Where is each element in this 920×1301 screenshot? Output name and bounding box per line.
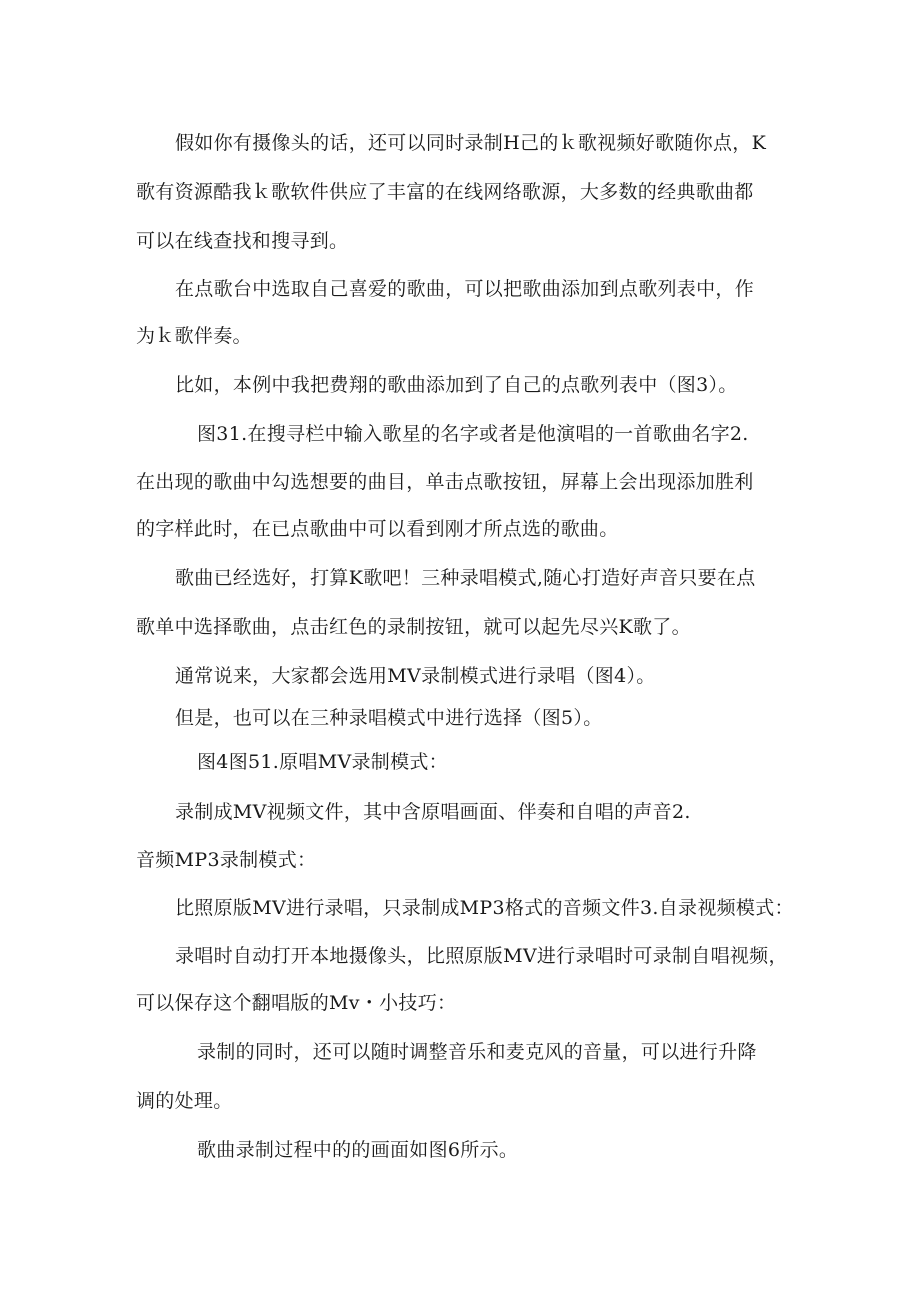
text-line: 录制成MV视频文件，其中含原唱画面、伴奏和自唱的声音2. <box>175 801 691 823</box>
text-line: 调的处理。 <box>136 1090 233 1112</box>
text-line: 歌有资源酷我ｋ歌软件供应了丰富的在线网络歌源，大多数的经典歌曲都 <box>136 181 754 203</box>
text-line: 比照原版MV进行录唱，只录制成MP3格式的音频文件3.自录视频模式： <box>175 897 794 919</box>
text-line: 图4图51.原唱MV录制模式： <box>197 751 448 773</box>
text-line: 可以在线查找和搜寻到。 <box>136 230 349 252</box>
text-line: 录唱时自动打开本地摄像头，比照原版MV进行录唱时可录制自唱视频， <box>175 945 788 967</box>
text-line: 的字样此时，在已点歌曲中可以看到刚才所点选的歌曲。 <box>136 518 619 540</box>
text-line: 可以保存这个翻唱版的Mv・小技巧： <box>136 992 457 1014</box>
text-line: 但是，也可以在三种录唱模式中进行选择（图5）。 <box>175 707 603 729</box>
text-line: 音频MP3录制模式： <box>136 849 317 871</box>
text-line: 通常说来，大家都会选用MV录制模式进行录唱（图4）。 <box>175 665 656 687</box>
text-line: 在出现的歌曲中勾选想要的曲目，单击点歌按钮，屏幕上会出现添加胜利 <box>136 471 754 493</box>
text-line: 歌曲已经选好，打算K歌吧！三种录唱模式,随心打造好声音只要在点 <box>175 567 756 589</box>
text-line: 比如，本例中我把费翔的歌曲添加到了自己的点歌列表中（图3）。 <box>175 374 738 396</box>
text-line: 录制的同时，还可以随时调整音乐和麦克风的音量，可以进行升降 <box>197 1041 757 1063</box>
text-line: 为ｋ歌伴奏。 <box>136 325 252 347</box>
text-line: 假如你有摄像头的话，还可以同时录制H己的ｋ歌视频好歌随你点，K <box>175 132 767 154</box>
text-line: 在点歌台中选取自己喜爱的歌曲，可以把歌曲添加到点歌列表中，作 <box>175 278 755 300</box>
text-line: 歌曲录制过程中的的画面如图6所示。 <box>197 1139 519 1161</box>
text-line: 歌单中选择歌曲，点击红色的录制按钮，就可以起先尽兴K歌了。 <box>136 616 691 638</box>
text-line: 图31.在搜寻栏中输入歌星的名字或者是他演唱的一首歌曲名字2. <box>197 423 749 445</box>
